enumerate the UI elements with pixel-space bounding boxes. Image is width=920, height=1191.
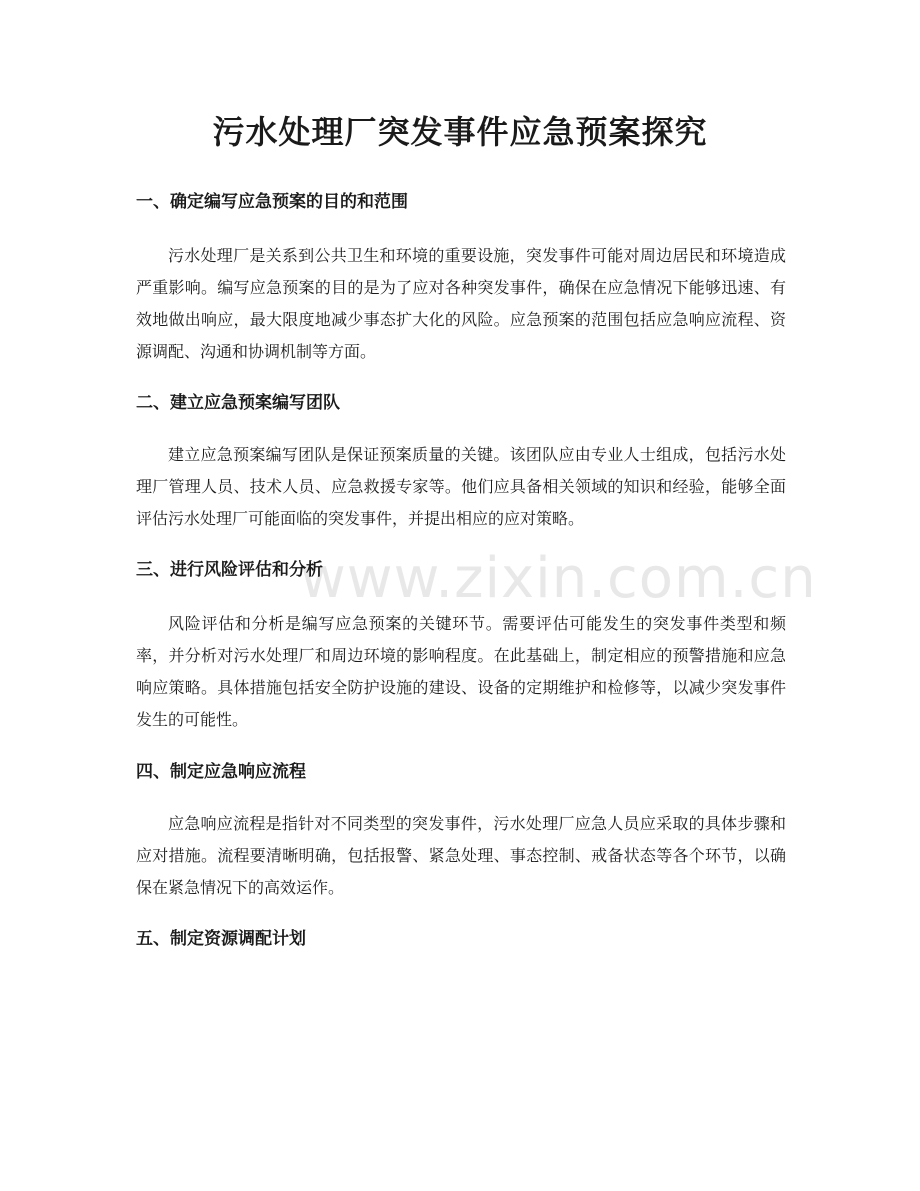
section-paragraph: 污水处理厂是关系到公共卫生和环境的重要设施，突发事件可能对周边居民和环境造成严重影响。编写应急预案的目的是为了应对各种突发事件，确保在应急情况下能够迅速、有效地做出响应，最大限度地减少事态扩大化的风险。应急预案的范围包括应急响应流程、资源调配、沟通和协调机制等方面。	[136, 246, 786, 361]
document-title: 污水处理厂突发事件应急预案探究	[212, 113, 708, 151]
section-risk-assessment	[136, 554, 786, 736]
document-body	[136, 186, 817, 955]
section-heading: 二、建立应急预案编写团队	[136, 393, 340, 413]
section-heading: 四、制定应急响应流程	[136, 762, 306, 782]
section-paragraph: 应急响应流程是指针对不同类型的突发事件，污水处理厂应急人员应采取的具体步骤和应对措施。流程要清晰明确，包括报警、紧急处理、事态控制、戒备状态等各个环节，以确保在紧急情况下的高效运作。	[136, 814, 786, 897]
section-heading: 一、确定编写应急预案的目的和范围	[136, 192, 408, 212]
section-heading: 五、制定资源调配计划	[136, 929, 306, 949]
section-paragraph: 风险评估和分析是编写应急预案的关键环节。需要评估可能发生的突发事件类型和频率，并分析对污水处理厂和周边环境的影响程度。在此基础上，制定相应的预警措施和应急响应策略。具体措施包括安全防护设施的建设、设备的定期维护和检修等，以减少突发事件发生的可能性。	[136, 614, 786, 729]
section-response-process	[136, 756, 786, 904]
section-paragraph: 建立应急预案编写团队是保证预案质量的关键。该团队应由专业人士组成，包括污水处理厂管理人员、技术人员、应急救援专家等。他们应具备相关领域的知识和经验，能够全面评估污水处理厂可能面临的突发事件，并提出相应的应对策略。	[136, 445, 786, 528]
watermark: www.zixin.com.cn	[300, 546, 817, 611]
section-purpose-scope	[136, 186, 786, 368]
section-heading: 三、进行风险评估和分析	[136, 560, 323, 580]
section-team	[136, 387, 786, 535]
section-resource-plan	[136, 923, 786, 955]
